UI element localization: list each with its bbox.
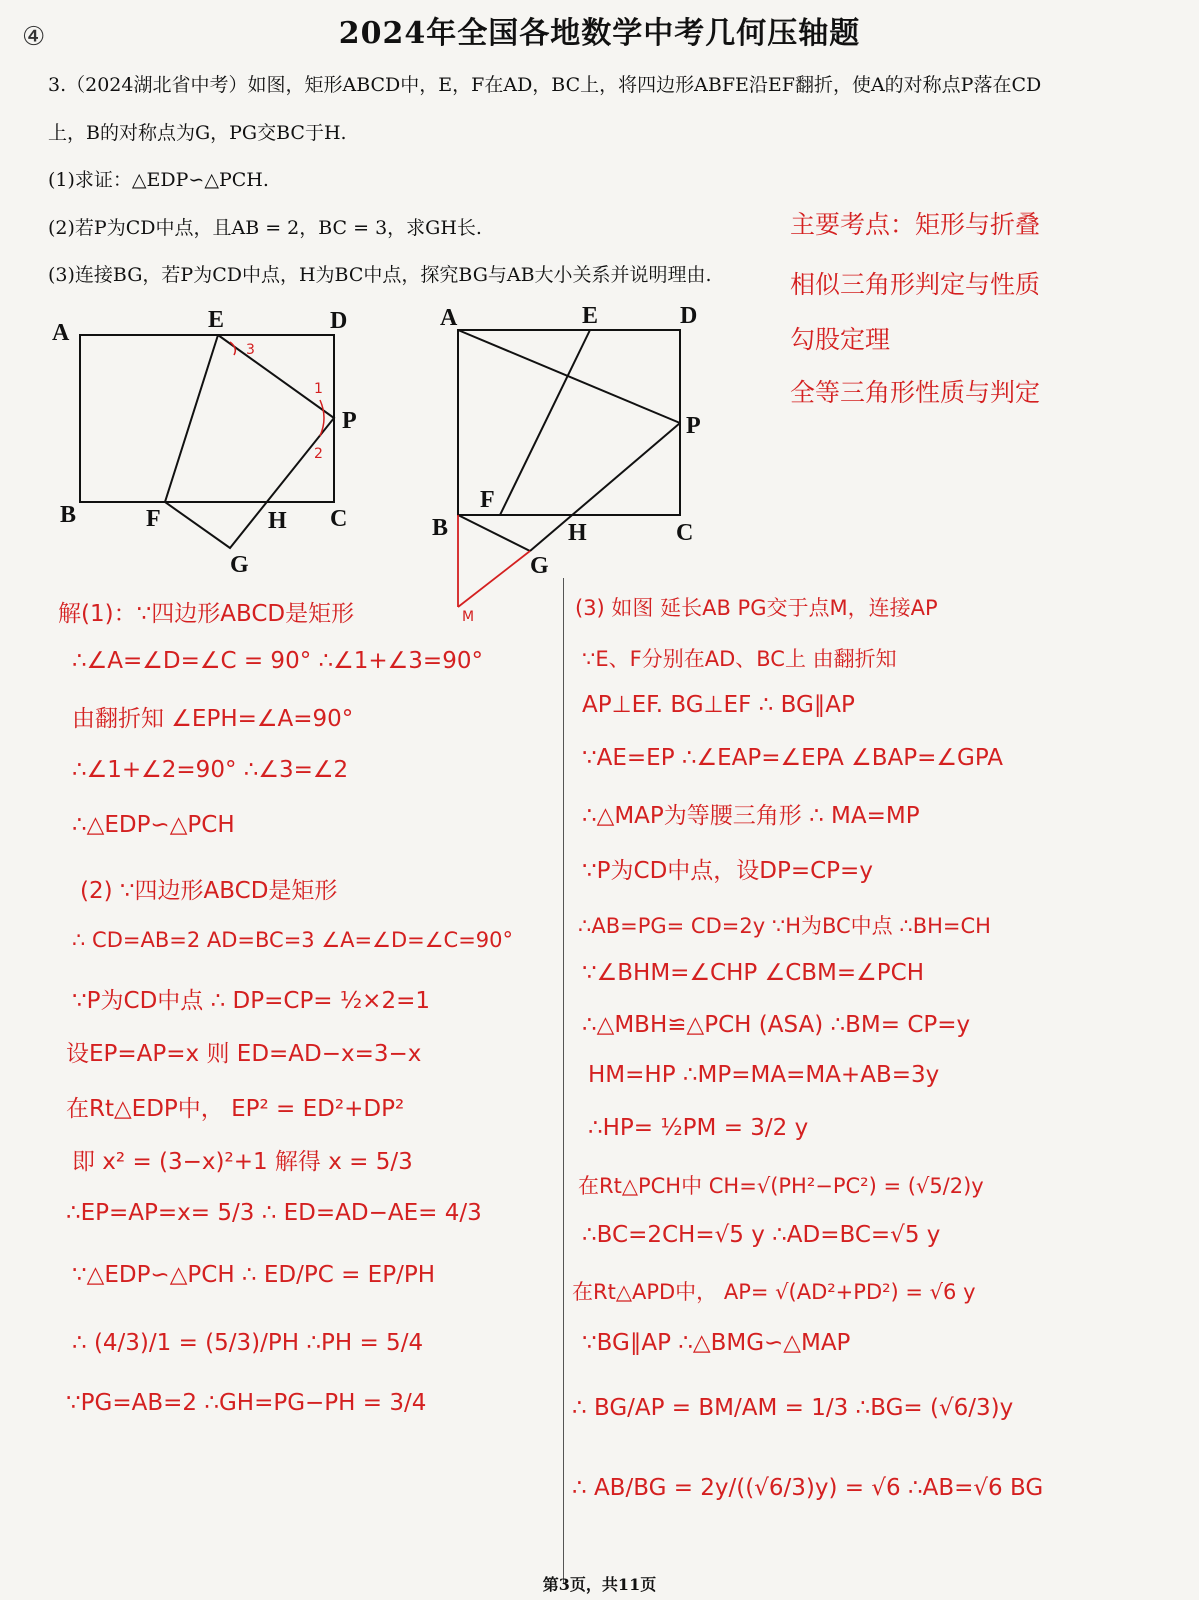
solution-left-line: ∴ CD=AB=2 AD=BC=3 ∠A=∠D=∠C=90° [72, 928, 514, 952]
label-p: P [342, 408, 357, 434]
note-4: 全等三角形性质与判定 [790, 378, 1041, 407]
solution-left-line: 设EP=AP=x 则 ED=AD−x=3−x [66, 1041, 422, 1067]
label-p: P [686, 413, 701, 439]
label-d: D [330, 308, 348, 334]
question-3: (3)连接BG，若P为CD中点，H为BC中点，探究BG与AB大小关系并说明理由. [48, 264, 712, 286]
solution-right-line: ∴△MAP为等腰三角形 ∴ MA=MP [582, 803, 920, 829]
solution-right-line: ∵E、F分别在AD、BC上 由翻折知 [582, 647, 897, 671]
angle-label-2: 2 [314, 446, 323, 462]
solution-right-line: ∴ BG/AP = BM/AM = 1/3 ∴BG= (√6/3)y [572, 1395, 1014, 1421]
solution-right-line: ∵AE=EP ∴∠EAP=∠EPA ∠BAP=∠GPA [582, 745, 1003, 771]
solution-left-line: 在Rt△EDP中， EP² = ED²+DP² [66, 1096, 405, 1122]
solution-left-line: ∴EP=AP=x= 5/3 ∴ ED=AD−AE= 4/3 [66, 1200, 482, 1226]
solution-right-line: HM=HP ∴MP=MA=MA+AB=3y [588, 1062, 940, 1088]
solution-right-line: 在Rt△PCH中 CH=√(PH²−PC²) = (√5/2)y [578, 1174, 984, 1198]
solution-right-line: ∴BC=2CH=√5 y ∴AD=BC=√5 y [582, 1222, 941, 1248]
solution-right-line: ∵BG∥AP ∴△BMG∽△MAP [582, 1330, 851, 1356]
column-divider [563, 578, 564, 1583]
label-d: D [680, 303, 698, 329]
solution-left-line: ∵P为CD中点 ∴ DP=CP= ½×2=1 [72, 988, 430, 1014]
page-circle-mark: ④ [22, 22, 46, 52]
solution-left-line: 由翻折知 ∠EPH=∠A=90° [72, 706, 354, 732]
label-h: H [268, 508, 287, 534]
solution-right-line: ∵P为CD中点，设DP=CP=y [582, 858, 873, 884]
solution-right-line: ∴△MBH≌△PCH (ASA) ∴BM= CP=y [582, 1012, 971, 1038]
solution-right-line: ∴AB=PG= CD=2y ∵H为BC中点 ∴BH=CH [578, 914, 991, 938]
solution-left-line: ∴∠A=∠D=∠C = 90° ∴∠1+∠3=90° [72, 648, 483, 674]
problem-stem-line2: 上，B的对称点为G，PG交BC于H. [48, 122, 347, 144]
label-b: B [432, 515, 449, 541]
segment-ef [500, 330, 590, 515]
label-c: C [330, 506, 348, 532]
label-b: B [60, 502, 77, 528]
solution-right-line: ∵∠BHM=∠CHP ∠CBM=∠PCH [582, 960, 925, 986]
label-e: E [208, 307, 225, 333]
label-a: A [52, 320, 70, 346]
angle-label-1: 1 [314, 381, 323, 397]
segment-pg [530, 423, 680, 551]
solution-left-line: ∴ (4/3)/1 = (5/3)/PH ∴PH = 5/4 [72, 1330, 424, 1356]
solution-left-line: 即 x² = (3−x)²+1 解得 x = 5/3 [72, 1149, 413, 1175]
solution-right-line: (3) 如图 延长AB PG交于点M，连接AP [575, 596, 938, 620]
page-title: 2024年全国各地数学中考几何压轴题 [338, 16, 861, 51]
solution-right-line: AP⊥EF. BG⊥EF ∴ BG∥AP [582, 692, 855, 718]
solution-left-line: ∵PG=AB=2 ∴GH=PG−PH = 3/4 [66, 1390, 427, 1416]
segment-ap [458, 330, 680, 423]
figure-1 [40, 300, 380, 585]
label-e: E [582, 303, 599, 329]
folded-quad [165, 335, 334, 548]
label-g: G [530, 553, 549, 579]
solution-right-line: ∴HP= ½PM = 3/2 y [588, 1115, 809, 1141]
note-3: 勾股定理 [790, 325, 891, 354]
solution-right-line: ∴ AB/BG = 2y/((√6/3)y) = √6 ∴AB=√6 BG [572, 1475, 1044, 1501]
note-2: 相似三角形判定与性质 [790, 270, 1041, 299]
solution-left-line: ∴∠1+∠2=90° ∴∠3=∠2 [72, 757, 349, 783]
problem-stem-line1: 3.（2024湖北省中考）如图，矩形ABCD中，E，F在AD，BC上，将四边形ABFE沿EF翻折，使A的对称点P落在CD [48, 74, 1042, 96]
label-f: F [480, 487, 495, 513]
label-c: C [676, 520, 694, 546]
page-footer: 第3页，共11页 [542, 1575, 657, 1594]
rectangle-abcd [80, 335, 334, 502]
label-a: A [440, 305, 458, 331]
question-1: (1)求证：△EDP∽△PCH. [48, 169, 269, 191]
note-1: 主要考点：矩形与折叠 [790, 210, 1041, 239]
figure-2 [420, 295, 740, 625]
solution-left-line: 解(1)：∵四边形ABCD是矩形 [58, 601, 355, 627]
segment-bg [458, 515, 530, 551]
solution-left-line: ∴△EDP∽△PCH [72, 812, 235, 838]
label-m: M [462, 609, 475, 625]
label-h: H [568, 520, 587, 546]
solution-left-line: (2) ∵四边形ABCD是矩形 [80, 878, 338, 904]
question-2: (2)若P为CD中点，且AB = 2，BC = 3，求GH长. [48, 217, 482, 239]
label-f: F [146, 506, 161, 532]
angle-label-3: 3 [246, 342, 255, 358]
label-g: G [230, 552, 249, 578]
solution-right-line: 在Rt△APD中， AP= √(AD²+PD²) = √6 y [572, 1280, 976, 1304]
solution-left-line: ∵△EDP∽△PCH ∴ ED/PC = EP/PH [72, 1262, 436, 1288]
extension-gm [458, 551, 530, 607]
